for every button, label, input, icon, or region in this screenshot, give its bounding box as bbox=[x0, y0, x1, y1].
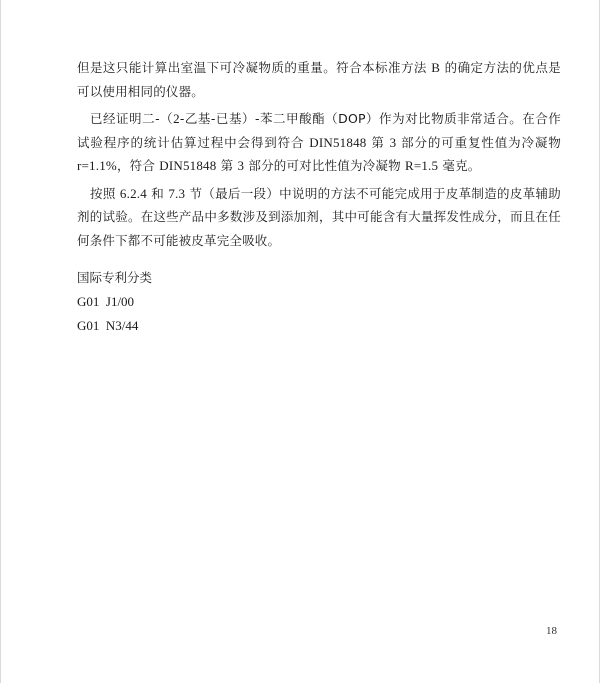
text-run: 2 bbox=[173, 111, 180, 126]
paragraph-3 bbox=[77, 182, 561, 253]
text-run: 已经证明二-（ bbox=[90, 111, 174, 126]
text-run: 的确定方法的优点是可以使用相同的仪器。 bbox=[77, 60, 561, 99]
text-run: 部分的可重复性值为冷凝物 bbox=[396, 134, 562, 150]
body-text bbox=[77, 56, 561, 256]
text-run: 部分的可对比性值为冷凝物 bbox=[244, 158, 405, 173]
paragraph-2 bbox=[77, 107, 561, 178]
text-run: 第 bbox=[216, 158, 238, 173]
classification-code: G01 J1/00 bbox=[77, 294, 135, 309]
text-run: 毫克。 bbox=[438, 158, 481, 173]
paragraph-1 bbox=[77, 56, 561, 103]
text-run: DIN51848 bbox=[159, 158, 217, 173]
text-run: DIN51848 bbox=[309, 134, 367, 150]
text-run: -乙基-已基）-苯二甲酸酯（DOP）作为对比物质非常适合。在合作试验程序的统计估算过程中会得到符合 bbox=[77, 111, 561, 150]
text-run: B bbox=[431, 60, 441, 75]
text-run: R=1.5 bbox=[404, 158, 439, 173]
text-run: 7.3 bbox=[168, 185, 186, 201]
text-run: 节（最后一段）中说明的方法不可能完成用于皮革制造的皮革辅助剂的试验。在这些产品中多数涉及到添加剂，其中可能含有大量挥发性成分，而且在任何条件下都不可能被皮革完全吸收。 bbox=[77, 185, 562, 248]
text-run: 第 bbox=[366, 134, 390, 150]
text-run: 6.2.4 bbox=[119, 185, 147, 201]
text-run: 3 bbox=[237, 158, 245, 173]
text-run: 和 bbox=[146, 185, 169, 201]
text-run: r=1.1% bbox=[77, 158, 117, 173]
text-run: ，符合 bbox=[116, 158, 160, 173]
page-number: 18 bbox=[546, 625, 557, 637]
patent-classification-section bbox=[77, 268, 152, 340]
text-run: 3 bbox=[389, 134, 397, 150]
section-title: 国际专利分类 bbox=[77, 270, 153, 285]
text-run: 按照 bbox=[90, 185, 120, 201]
classification-code: G01 N3/44 bbox=[77, 318, 139, 333]
text-run: 但是这只能计算出室温下可冷凝物质的重量。符合本标准方法 bbox=[77, 60, 427, 75]
